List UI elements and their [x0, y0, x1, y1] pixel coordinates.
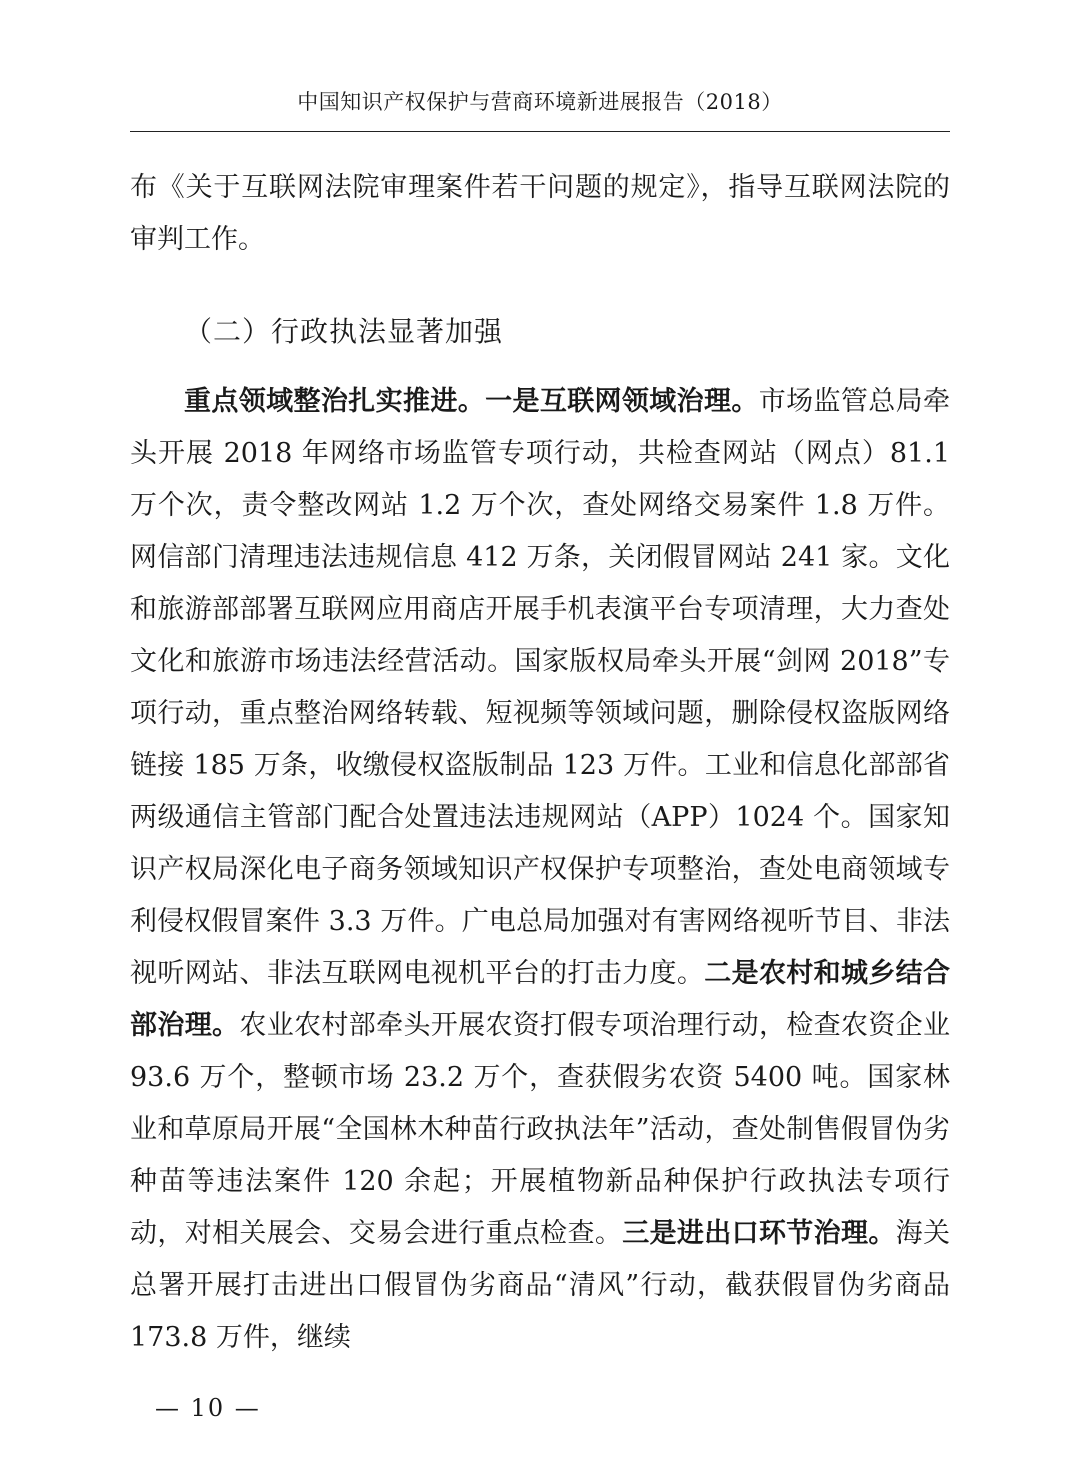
item2-text: 农业农村部牵头开展农资打假专项治理行动，检查农资企业 93.6 万个，整顿市场 23.2 万个，查获假劣农资 5400 吨。国家林业和草原局开展“全国林木种苗行政执法年”活动，查处制售假冒伪劣种苗等违法案件 120 余起；开展植物新品种保护行政执法专项行动，对相关展会、交易会进行重点检查。 [130, 1010, 951, 1249]
body-text [130, 162, 950, 1364]
item1-text: 市场监管总局牵头开展 2018 年网络市场监管专项行动，共检查网站（网点）81.1 万个次，责令整改网站 1.2 万个次，查处网络交易案件 1.8 万件。网信部门清理违法违规信息 412 万条，关闭假冒网站 241 家。文化和旅游部部署互联网应用商店开展手机表演平台专项清理，大力查处文化和旅游市场违法经营活动。国家版权局牵头开展“剑网 2018”专项行动，重点整治网络转载、短视频等领域问题，删除侵权盗版网络链接 185 万条，收缴侵权盗版制品 123 万件。工业和信息化部部省两级通信主管部门配合处置违法违规网站（APP）1024 个。国家知识产权局深化电子商务领域知识产权保护专项整治，查处电商领域专利侵权假冒案件 3.3 万件。广电总局加强对有害网络视听节目、非法视听网站、非法互联网电视机平台的打击力度。 [130, 386, 951, 989]
item3-heading: 三是进出口环节治理。 [622, 1218, 896, 1249]
item3-text: 海关总署开展打击进出口假冒伪劣商品“清风”行动，截获假冒伪劣商品 173.8 万件，继续 [130, 1218, 951, 1353]
running-header-title: 中国知识产权保护与营商环境新进展报告（2018） [297, 90, 783, 114]
lead-bold-phrase: 重点领域整治扎实推进。 [184, 386, 486, 417]
main-paragraph [130, 376, 950, 1364]
intro-paragraph: 布《关于互联网法院审理案件若干问题的规定》，指导互联网法院的审判工作。 [130, 172, 950, 255]
section-heading: （二）行政执法显著加强 [184, 315, 504, 348]
header-rule [130, 131, 950, 132]
page-number: — 10 — [155, 1394, 261, 1422]
item2-heading: 二是农村和城乡结合部治理。 [130, 958, 951, 1041]
item1-heading: 一是互联网领域治理。 [485, 386, 759, 417]
